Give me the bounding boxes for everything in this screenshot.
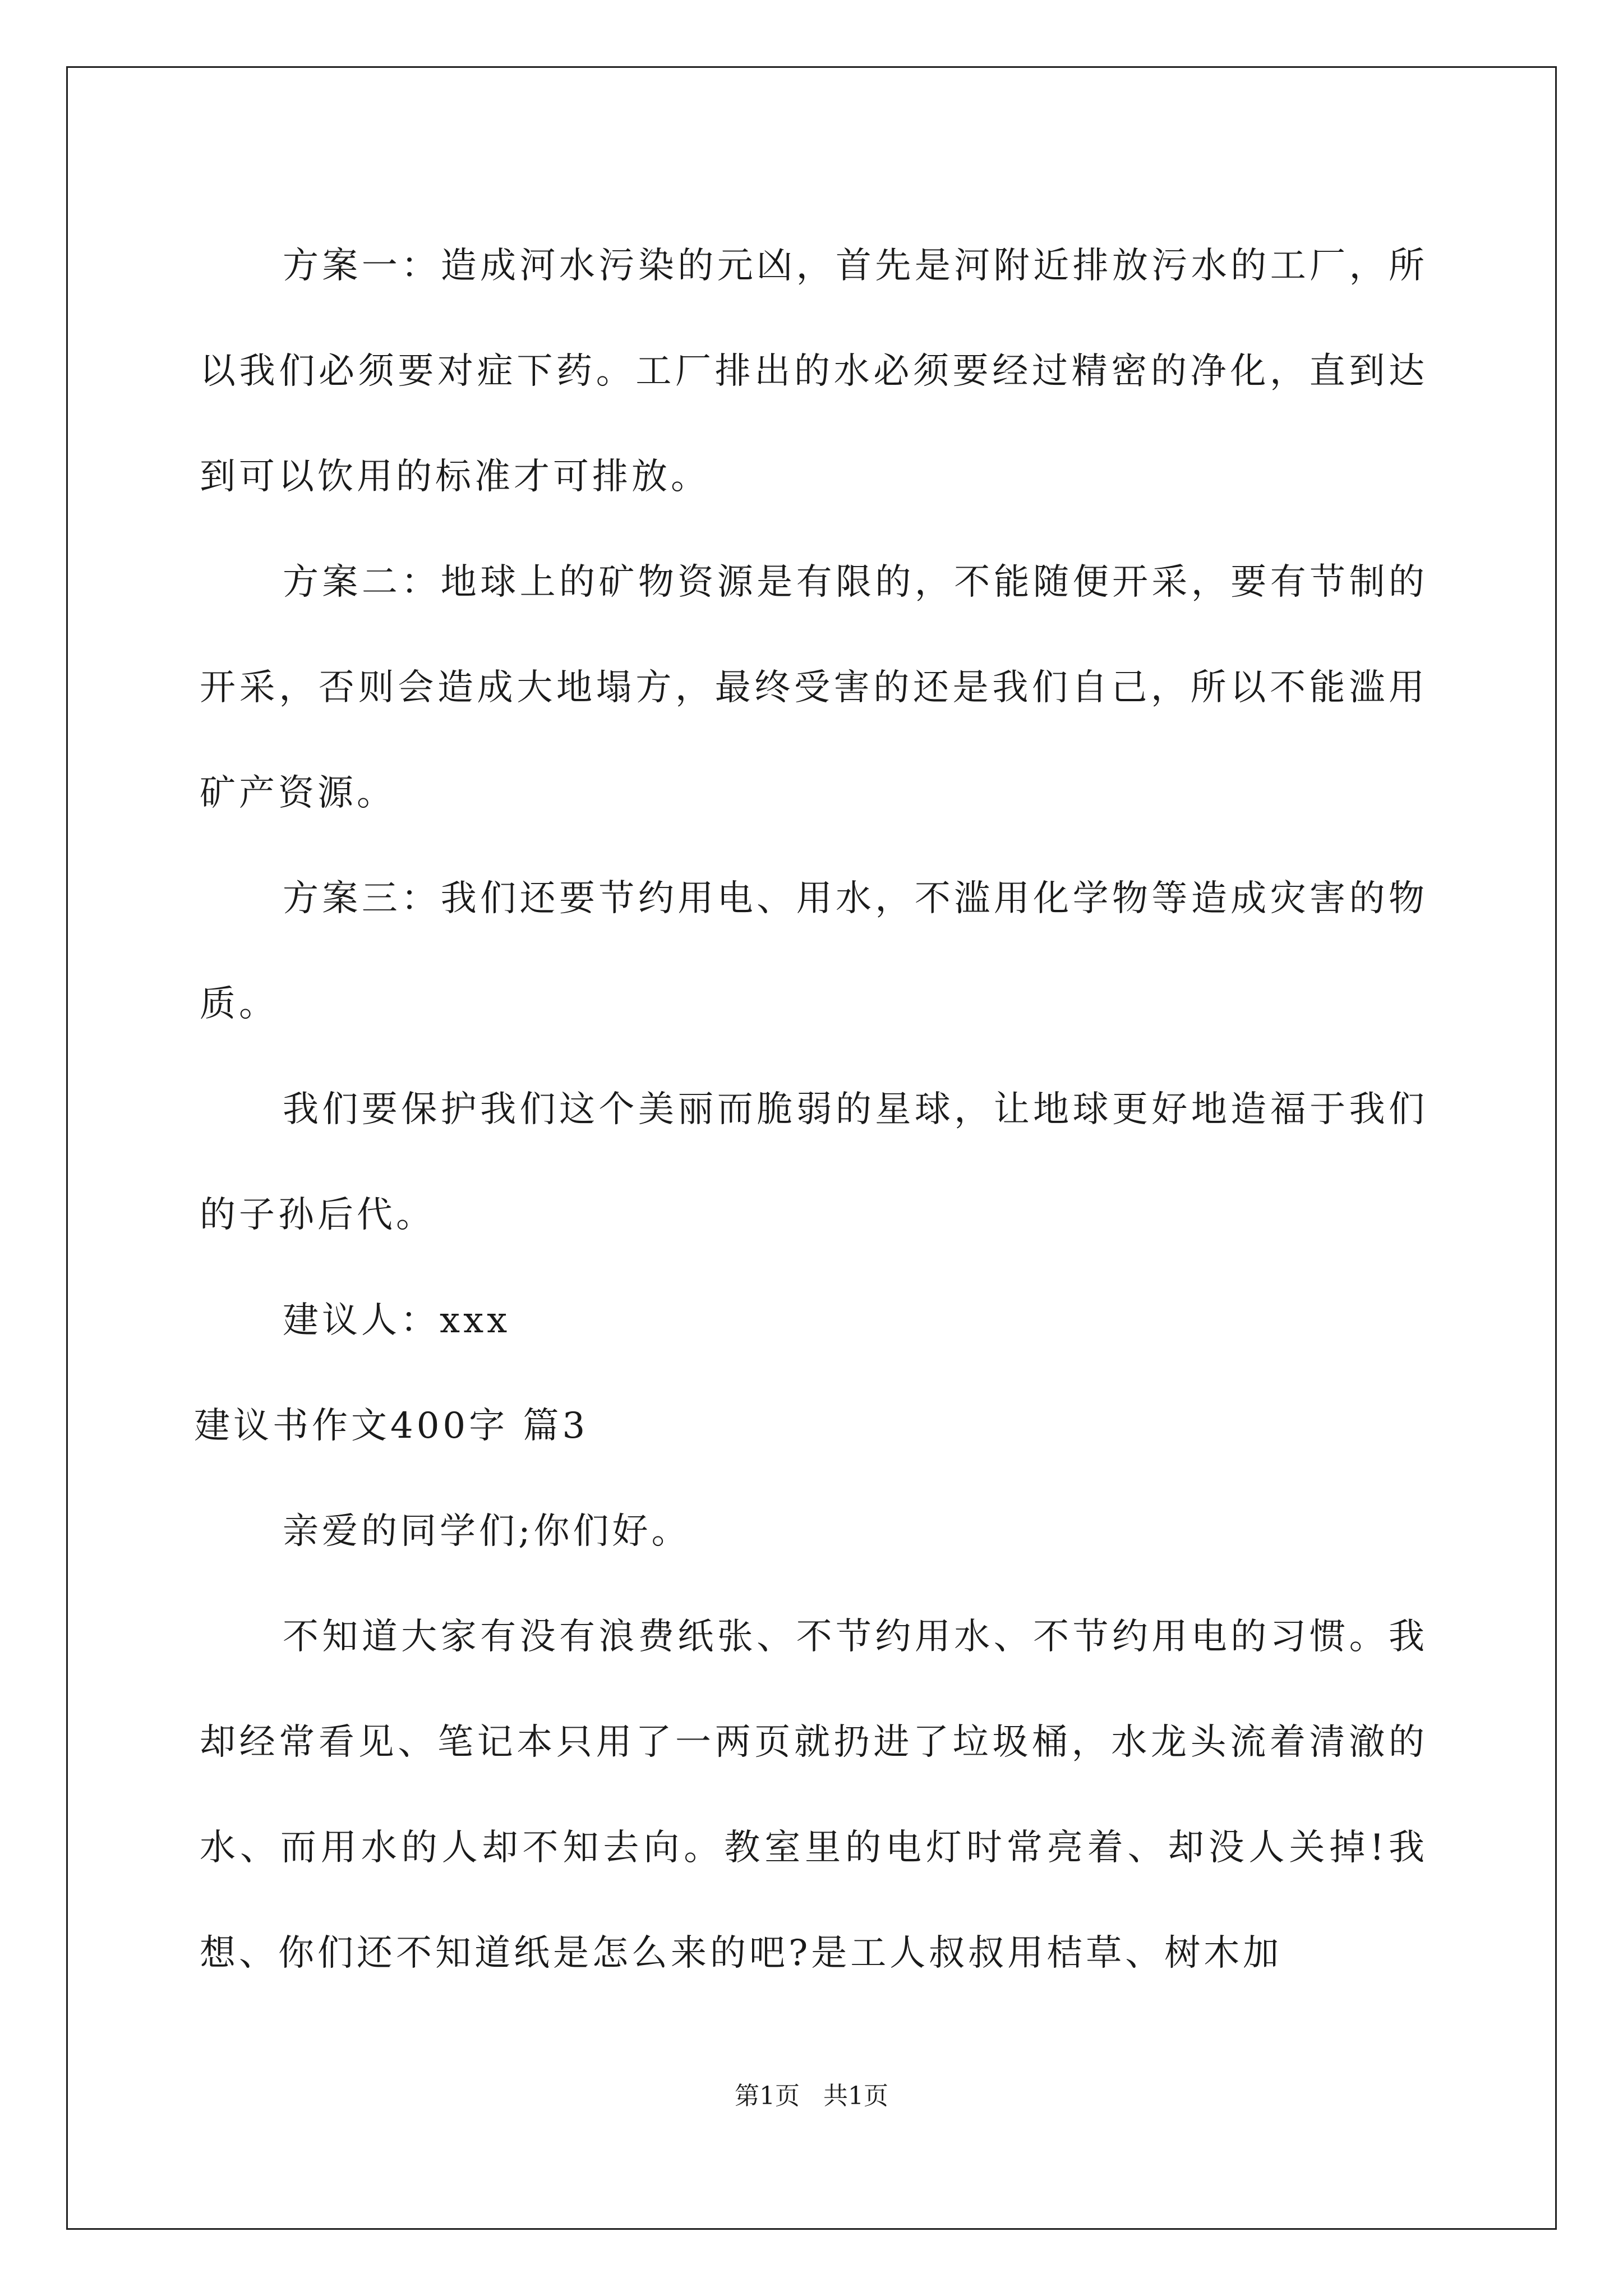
page-total: 共1页 [823,2082,888,2110]
paragraph-plan-two: 方案二：地球上的矿物资源是有限的，不能随便开采，要有节制的开采，否则会造成大地塌方，最终受害的还是我们自己，所以不能滥用矿产资源。 [200,562,1428,814]
page-footer [0,2079,1623,2113]
section-heading: 建议书作文400字 篇3 [194,1405,589,1447]
document-body [194,213,1428,2006]
paragraph-conclusion: 我们要保护我们这个美丽而脆弱的星球，让地球更好地造福于我们的子孙后代。 [200,1089,1428,1236]
page-number: 第1页 [735,2082,800,2110]
paragraph-signature: 建议人：xxx [283,1300,511,1341]
paragraph-plan-three: 方案三：我们还要节约用电、用水，不滥用化学物等造成灾害的物质。 [200,878,1428,1025]
paragraph-body: 不知道大家有没有浪费纸张、不节约用水、不节约用电的习惯。我却经常看见、笔记本只用了一两页就扔进了垃圾桶，水龙头流着清澈的水、而用水的人却不知去向。教室里的电灯时常亮着、却没人关掉!我想、你们还不知道纸是怎么来的吧?是工人叔叔用桔草、树木加 [200,1616,1428,1974]
paragraph-plan-one: 方案一：造成河水污染的元凶，首先是河附近排放污水的工厂，所以我们必须要对症下药。工厂排出的水必须要经过精密的净化，直到达到可以饮用的标准才可排放。 [200,245,1428,498]
paragraph-greeting: 亲爱的同学们;你们好。 [283,1511,691,1552]
